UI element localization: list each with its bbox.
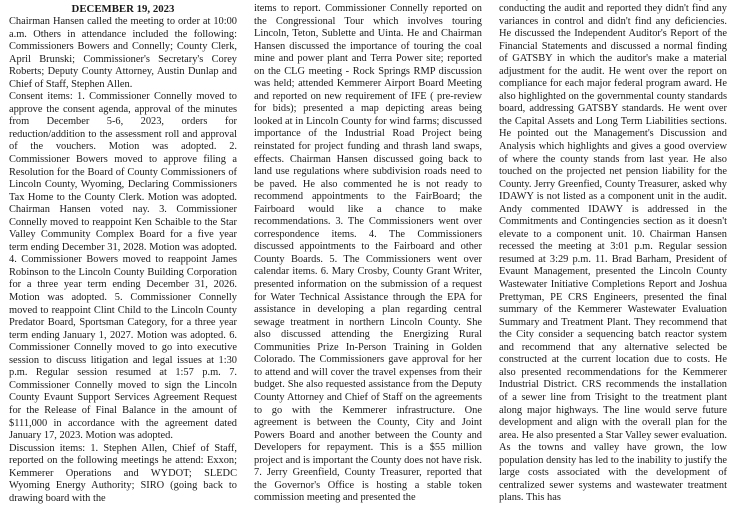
meeting-date: DECEMBER 19, 2023 (71, 3, 175, 15)
paragraph-commissioner-reports: items to report. Commissioner Connelly reported on the Congressional Tour which involves touring Lincoln, Teton, Sublette and Uinta. He and Chairman Hansen discussed the importance of touring the coal mine and power plant and Terra Power site; reported on the CLG meeting - Rock Springs RMP discussion was held; attended Kemmerer Airport Board Meeting and reported on new requirement of IFE ( pre-review for bids); presented a map depicting areas being looked at in Lincoln County for wind farms; discussed importance of the Industrial Road Project being reinstated for project funding and thrash land swaps, effects. Chairman Hansen discussed going back to land use regulations where subdivision roads need to be paved. He also commented he is not ready to recommend appointments to the FairBoard; the Fairboard would like a chance to make recommendations. 3. The Commissioners went over correspondence items. 4. The Commissioners discussed appointments to the Fairboard and other County Boards. 5. The Commissioners went over calendar items. 6. Mary Crosby, County Grant Writer, presented information on the submission of a request for Water Technical Assistance through the EPA for assistance in developing a plan regarding central sewage treatment in northern Lincoln County. She also discussed attending the Energizing Rural Communities Prize In-Person Training in Golden Colorado. The Commissioners gave approval for her to attend and will cover the travel expenses from their budget. She also requested assistance from the Deputy County Attorney and Chief of Staff on the agreements to go with the Kemmerer infrastructure. One agreement is between the County, City and Joint Powers Board and another between the County and Developers for repayment. This is a $55 million project and is important the County does not have risk. 7. Jerry Greenfield, County Treasurer, reported that the Governor's Office is hosting a stable token commission meeting and presented the (254, 3, 482, 504)
paragraph-discussion-items: Discussion items: 1. Stephen Allen, Chief of Staff, reported on the following meetings he attend: Exxon; Kemmerer Operations and WYDOT; SLEDC Wyoming Energy Authority; SIRO (going back to drawing board with the (9, 442, 237, 504)
column-left (0, 0, 245, 505)
paragraph-audit-report: conducting the audit and reported they didn't find any variances in control and didn't find any deficiencies. He discussed the Independent Auditor's Report of the Financial Statements and discussed a normal finding of GATSBY in which the auditor's make a material adjustment for the audit. He went over the report on compliance for each major federal program award. He also highlighted on the governmental county standards board, addressing GATSBY standards. He went over the Capital Assets and Long Term Liabilities sections. He pointed out the Management's Discussion and Analysis which highlights and gives a good overview of where the county stands from last year. He also touched on the projected net pension liability for the County. Jerry Greenfied, County Treasurer, asked why IDAWY is not listed as a component unit in the audit. Andy commented IDAWY is addressed in the Commitments and Contingencies section as it doesn't elevate to a component unit. 10. Chairman Hansen recessed the meeting at 3:01 p.m. Regular session resumed at 3:29 p.m. 11. Brad Barham, President of Evaunt Management, presented the Lincoln County Wastewater Initiative Completions Report and Joshua Prettyman, PE CRS Engineers, presented the final summary of the Kemmerer Wastewater Evaluation Summary and Treatment Plant. They recommend that the City consider a sequencing batch reactor system and recommend that any alternative selected be constructed at the current location due to costs. He also presented recommendations for the Kemmerer Industrial District. CRS recommends the installation of a sewer line from Trisight to the treatment plant along major highways. The line would serve future development and align with the overall plan for the area. He also presented a Star Valley sewer evaluation. As the towns and valley have grown, the low population density has led to the inability to justify the large costs associated with the development of centralized sewer systems and wastewater treatment plans. This has (499, 3, 727, 504)
column-right-partial-line (499, 0, 727, 3)
column-right (490, 0, 735, 505)
column-middle-partial-line (254, 0, 482, 3)
heading-partial (9, 0, 237, 3)
partial-text (254, 0, 482, 3)
partial-text (499, 0, 727, 3)
column-middle (245, 0, 490, 505)
heading-text (9, 0, 237, 3)
paragraph-call-to-order: Chairman Hansen called the meeting to order at 10:00 a.m. Others in attendance included the following: Commissioners Bowers and Connelly; County Clerk, April Brunski; Commissioner's Secretary's Corey Roberts; Deputy County Attorney, Austin Dunlap and Chief of Staff, Stephen Allen. (9, 16, 237, 90)
paragraph-consent-items: Consent items: 1. Commissioner Connelly moved to approve the consent agenda, approval of the minutes from December 5-6, 2023, orders for reduction/addition to the assessment roll and approval of the vouchers. Motion was adopted. 2. Commissioner Bowers moved to approve filing a Resolution for the Board of County Commissioners of Lincoln County, Wyoming, Declaring Commissioners Tax Home to the County Clerk. Motion was adopted. Chairman Hansen voted nay. 3. Commissioner Connelly moved to reappoint Ken Schaible to the Star Valley Community Complex Board for a five year term ending December 31, 2028. Motion was adopted. 4. Commissioner Bowers moved to reappoint James Robinson to the Lincoln County Building Corporation for a three year term ending December 31, 2026. Motion was adopted. 5. Commissioner Connelly moved to reappoint Clint Child to the Lincoln County Predator Board, Sportsman Category, for a three year term ending January 1, 2027. Motion was adopted. 6. Commissioner Connelly moved to go into executive session to discuss litigation and legal issues at 1:30 p.m. Regular session resumed at 1:57 p.m. 7. Commissioner Connelly moved to sign the Lincoln County Evaunt Support Services Agreement Request for the Release of Final Balance in the amount of $111,000 in accordance with the agreement dated January 17, 2023. Motion was adopted. (9, 91, 237, 442)
